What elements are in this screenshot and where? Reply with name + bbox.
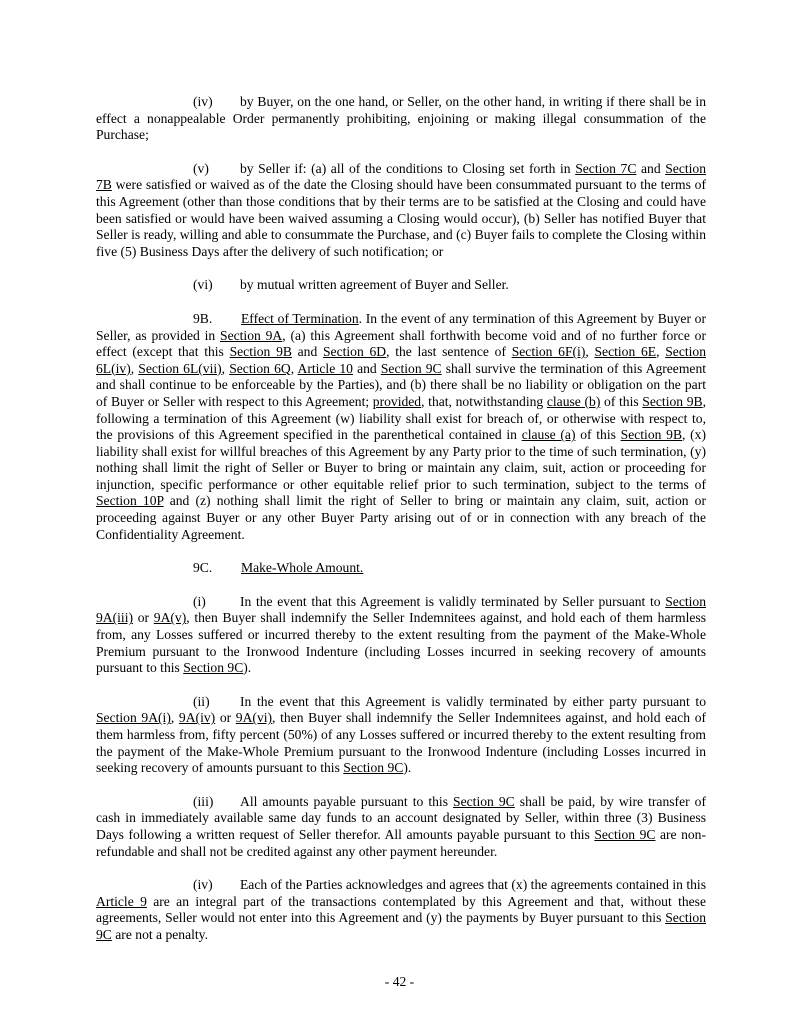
- section-9b: 9B. Effect of Termination. In the event of any termination of this Agreement by Buyer or Seller, as provided in Section 9A, (a) this Agreement shall forthwith become void and of no further force or effect (except that this Section 9B and Section 6D, the last sentence of Section 6F(i), Section 6E, Section 6L(iv), Section 6L(vii), Section 6Q, Article 10 and Section 9C shall survive the termination of this Agreement and shall continue to be enforceable by the Parties), and (b) there shall be no liability or obligation on the part of Buyer or Seller with respect to this Agreement; provided, that, notwithstanding clause (b) of this Section 9B, following a termination of this Agreement (w) liability shall exist for breach of, or otherwise with respect to, the provisions of this Agreement specified in the parenthetical contained in clause (a) of this Section 9B, (x) liability shall exist for willful breaches of this Agreement by any Party prior to the time of such termination, (y) nothing shall limit the right of Seller or Buyer to bring or maintain any claim, suit, action or proceeding for injunction, specific performance or other equitable relief prior to such termination, subject to the terms of Section 10P and (z) nothing shall limit the right of Seller to bring or maintain any claim, suit, action or proceeding against Buyer or any other Buyer Party arising out of or in connection with any breach of the Confidentiality Agreement.: [96, 310, 707, 542]
- proviso-term: provided: [372, 393, 422, 409]
- section-label: 9B.: [193, 310, 213, 326]
- cross-reference: 9A(vi): [235, 710, 273, 726]
- cross-reference: clause (a): [521, 427, 576, 443]
- cross-reference: Section 9B: [620, 427, 683, 443]
- cross-reference: Section 9C: [453, 793, 515, 809]
- cross-reference: 9A(v): [153, 610, 187, 626]
- paragraph-9c-iv: (iv) Each of the Parties acknowledges and agrees that (x) the agreements contained in this Article 9 are an integral part of the transactions contemplated by this Agreement and that, without these agreements, Seller would not enter into this Agreement and (y) the payments by Buyer pursuant to this Section 9C are not a penalty.: [96, 877, 707, 942]
- section-heading: Make-Whole Amount.: [241, 560, 364, 576]
- paragraph-9a-v: (v) by Seller if: (a) all of the conditions to Closing set forth in Section 7C and Section 7B were satisfied or waived as of the date the Closing should have been consummated pursuant to the terms of this Agreement (other than those conditions that by their terms are to be satisfied at the Closing and could have been satisfied or would have been waived assuming a Closing would occur), (b) Seller has notified Buyer that Seller is ready, willing and able to consummate the Purchase, and (c) Buyer fails to complete the Closing within five (5) Business Days after the delivery of such notification; or: [96, 160, 706, 259]
- paragraph-9c-ii: (ii) In the event that this Agreement is validly terminated by either party pursuant to Section 9A(i), 9A(iv) or 9A(vi), then Buyer shall indemnify the Seller Indemnitees against, and hold each of them harmless from, fifty percent (50%) of any Losses suffered or incurred thereby to the extent resulting from the payment of the Make-Whole Premium pursuant to the Ironwood Indenture (including Losses incurred in seeking recovery of amounts pursuant to this Section 9C).: [96, 693, 707, 776]
- clause-label: (iv): [193, 877, 213, 893]
- paragraph-9c-i: (i) In the event that this Agreement is validly terminated by Seller pursuant to Section 9A(iii) or 9A(v), then Buyer shall indemnify the Seller Indemnitees against, and hold each of them harmless from, any Losses suffered or incurred thereby to the extent resulting from the payment of the Make-Whole Premium pursuant to the Ironwood Indenture (including Losses incurred in seeking recovery of amounts pursuant to this Section 9C).: [96, 593, 707, 676]
- paragraph-9a-iv: (iv) by Buyer, on the one hand, or Seller, on the other hand, in writing if there shall be in effect a nonappealable Order permanently prohibiting, enjoining or making illegal consummation of the Purchase;: [96, 94, 706, 143]
- cross-reference: Section 7B: [96, 160, 706, 193]
- cross-reference: clause (b): [546, 393, 601, 409]
- cross-reference: 9A(iv): [178, 710, 216, 726]
- cross-reference: Section 9C: [343, 760, 404, 776]
- cross-reference: Article 9: [96, 893, 147, 909]
- cross-reference: Section 6D: [323, 344, 387, 360]
- cross-reference: Section 9B: [642, 393, 703, 409]
- cross-reference: Section 9C: [183, 660, 244, 676]
- cross-reference: Section 6L(iv): [96, 344, 706, 376]
- clause-label: (i): [193, 593, 206, 609]
- cross-reference: Section 6F(i): [511, 344, 586, 360]
- cross-reference: Section 6L(vii): [138, 360, 222, 376]
- document-page: [96, 94, 706, 944]
- paragraph-9c-iii: (iii) All amounts payable pursuant to this Section 9C shall be paid, by wire transfer of cash in immediately available same day funds to an account designated by Seller, within three (3) Business Days following a written request of Seller therefor. All amounts payable pursuant to this Section 9C are non-refundable and shall not be credited against any other payment hereunder.: [96, 793, 707, 859]
- page-number: - 42 -: [384, 974, 415, 989]
- clause-label: (iv): [193, 94, 213, 109]
- clause-label: (vi): [193, 277, 213, 293]
- paragraph-9a-vi: (vi) by mutual written agreement of Buyer and Seller.: [193, 277, 509, 293]
- section-label: 9C.: [193, 560, 213, 576]
- cross-reference: Section 9C: [380, 360, 442, 376]
- cross-reference: Section 9C: [594, 826, 656, 842]
- cross-reference: Section 6Q: [229, 360, 291, 376]
- cross-reference: Article 10: [297, 360, 353, 376]
- clause-label: (ii): [193, 693, 210, 709]
- cross-reference: Section 9A(iii): [96, 593, 706, 626]
- clause-label: (iii): [193, 793, 214, 809]
- cross-reference: Section 9B: [229, 344, 292, 360]
- section-9c-heading: [96, 560, 706, 577]
- section-heading: Effect of Termination: [241, 310, 359, 326]
- cross-reference: Section 7C: [575, 160, 637, 176]
- cross-reference: Section 9A(i): [96, 710, 171, 726]
- clause-label: (v): [193, 160, 209, 176]
- cross-reference: Section 6E: [594, 344, 657, 360]
- cross-reference: Section 9C: [96, 910, 706, 942]
- cross-reference: Section 9A: [220, 327, 283, 343]
- cross-reference: Section 10P: [96, 493, 164, 509]
